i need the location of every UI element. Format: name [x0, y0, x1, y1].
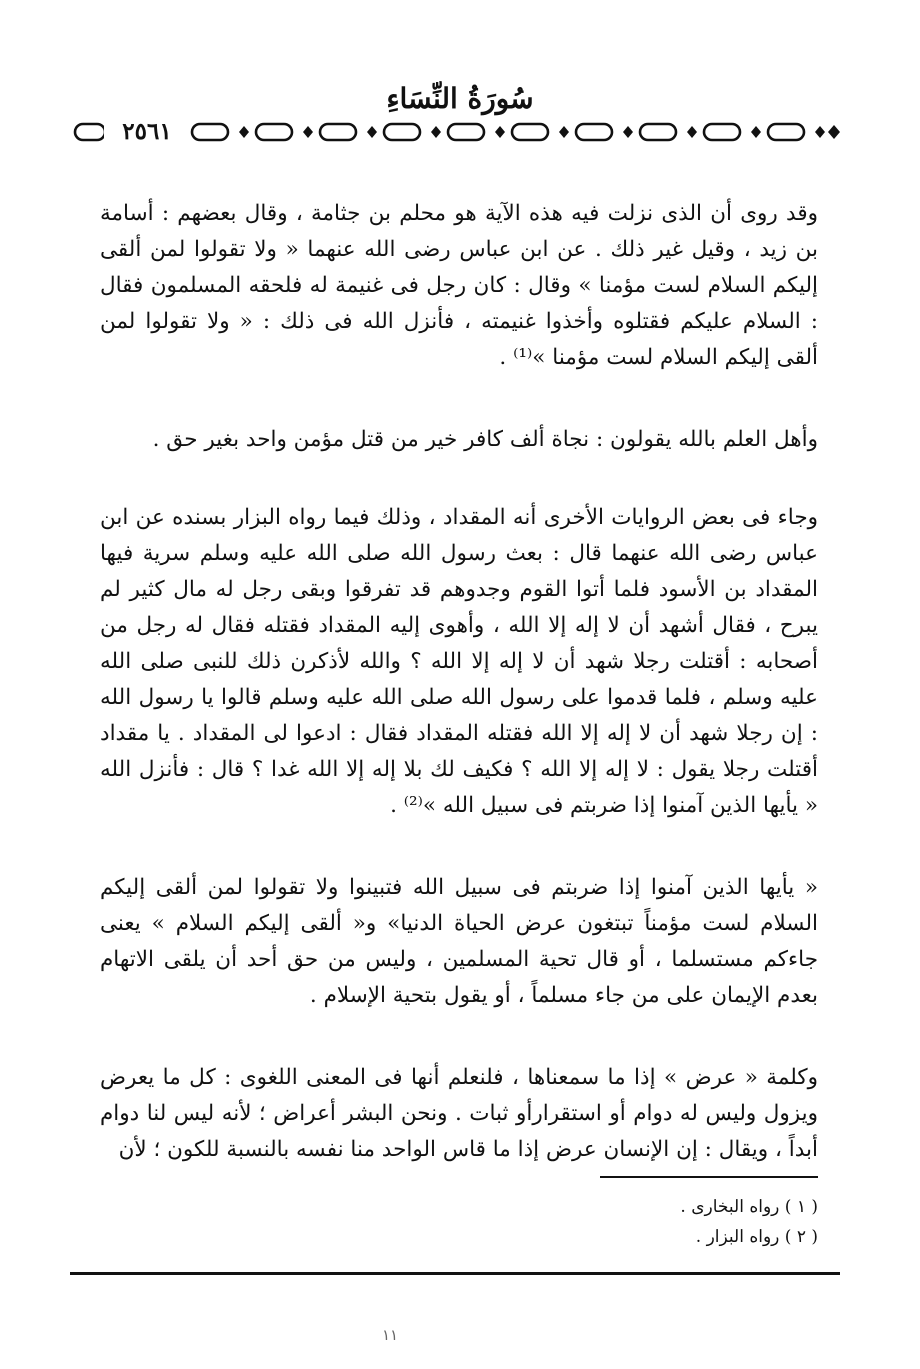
page-number: ٢٥٦١ — [104, 118, 190, 146]
footnotes — [100, 1192, 818, 1252]
bottom-rule — [70, 1272, 840, 1275]
body-paragraph: وأهل العلم بالله يقولون : نجاة ألف كافر خير من قتل مؤمن واحد بغير حق . — [152, 426, 818, 452]
body-paragraph: وقد روى أن الذى نزلت فيه هذه الآية هو محلم بن جثامة ، وقال بعضهم : أسامة بن زيد ، وقيل غير ذلك . عن ابن عباس رضى الله عنهما « ولا تقولوا لمن ألقى إليكم السلام لست مؤمنا » وقال : كان رجل فى غنيمة له فلحقه المسلمون فقال : السلام عليكم فقتلوه وأخذوا غنيمته ، فأنزل الله فى ذلك : « ولا تقولوا لمن ألقى إليكم السلام لست مؤمنا »⁽¹⁾ . — [100, 200, 818, 370]
body-paragraph: « يأيها الذين آمنوا إذا ضربتم فى سبيل الله فتبينوا ولا تقولوا لمن ألقى إليكم السلام لست مؤمناً تبتغون عرض الحياة الدنيا» و« ألقى إليكم السلام » يعنى جاءكم مستسلما ، أو قال تحية المسلمين ، وليس من حق أحد أن يلقى الاتهام بعدم الإيمان على من جاء مسلماً ، أو يقول بتحية الإسلام . — [100, 874, 818, 1008]
body-paragraph: وكلمة « عرض » إذا ما سمعناها ، فلنعلم أنها فى المعنى اللغوى : كل ما يعرض ويزول وليس له دوام أو استقرارأو ثبات . ونحن البشر أعراض ؛ لأنه ليس لنا دوام أبداً ، ويقال : إن الإنسان عرض إذا ما قاس الواحد منا نفسه بالنسبة للكون ؛ لأن — [100, 1064, 818, 1162]
folio-mark: ١١ — [381, 1326, 399, 1344]
surah-title: سُورَةُ النِّسَاءِ — [386, 82, 534, 115]
footnote-1: ( ١ ) رواه البخارى . — [680, 1197, 818, 1217]
footnote-2: ( ٢ ) رواه البزار . — [695, 1227, 818, 1247]
footnote-separator — [600, 1176, 818, 1178]
body-paragraph: وجاء فى بعض الروايات الأخرى أنه المقداد ، وذلك فيما رواه البزار بسنده عن ابن عباس رضى الله عنهما قال : بعث رسول الله صلى الله عليه وسلم سرية فيها المقداد بن الأسود فلما أتوا القوم وجدوهم قد تفرقوا وبقى رجل له مال كثير لم يبرح ، فقال أشهد أن لا إله إلا الله ، وأهوى إليه المقداد فقتله فقال له رجل من أصحابه : أقتلت رجلا شهد أن لا إله إلا الله ؟ والله لأذكرن ذلك للنبى صلى الله عليه وسلم ، فلما قدموا على رسول الله صلى الله عليه وسلم قالوا يا رسول الله : إن رجلا شهد أن لا إله إلا الله فقتله المقداد فقال : ادعوا لى المقداد . يا مقداد أقتلت رجلا يقول : لا إله إلا الله ؟ فكيف لك بلا إله إلا الله غدا ؟ قال : فأنزل الله « يأيها الذين آمنوا إذا ضربتم فى سبيل الله »⁽²⁾ . — [100, 504, 818, 818]
